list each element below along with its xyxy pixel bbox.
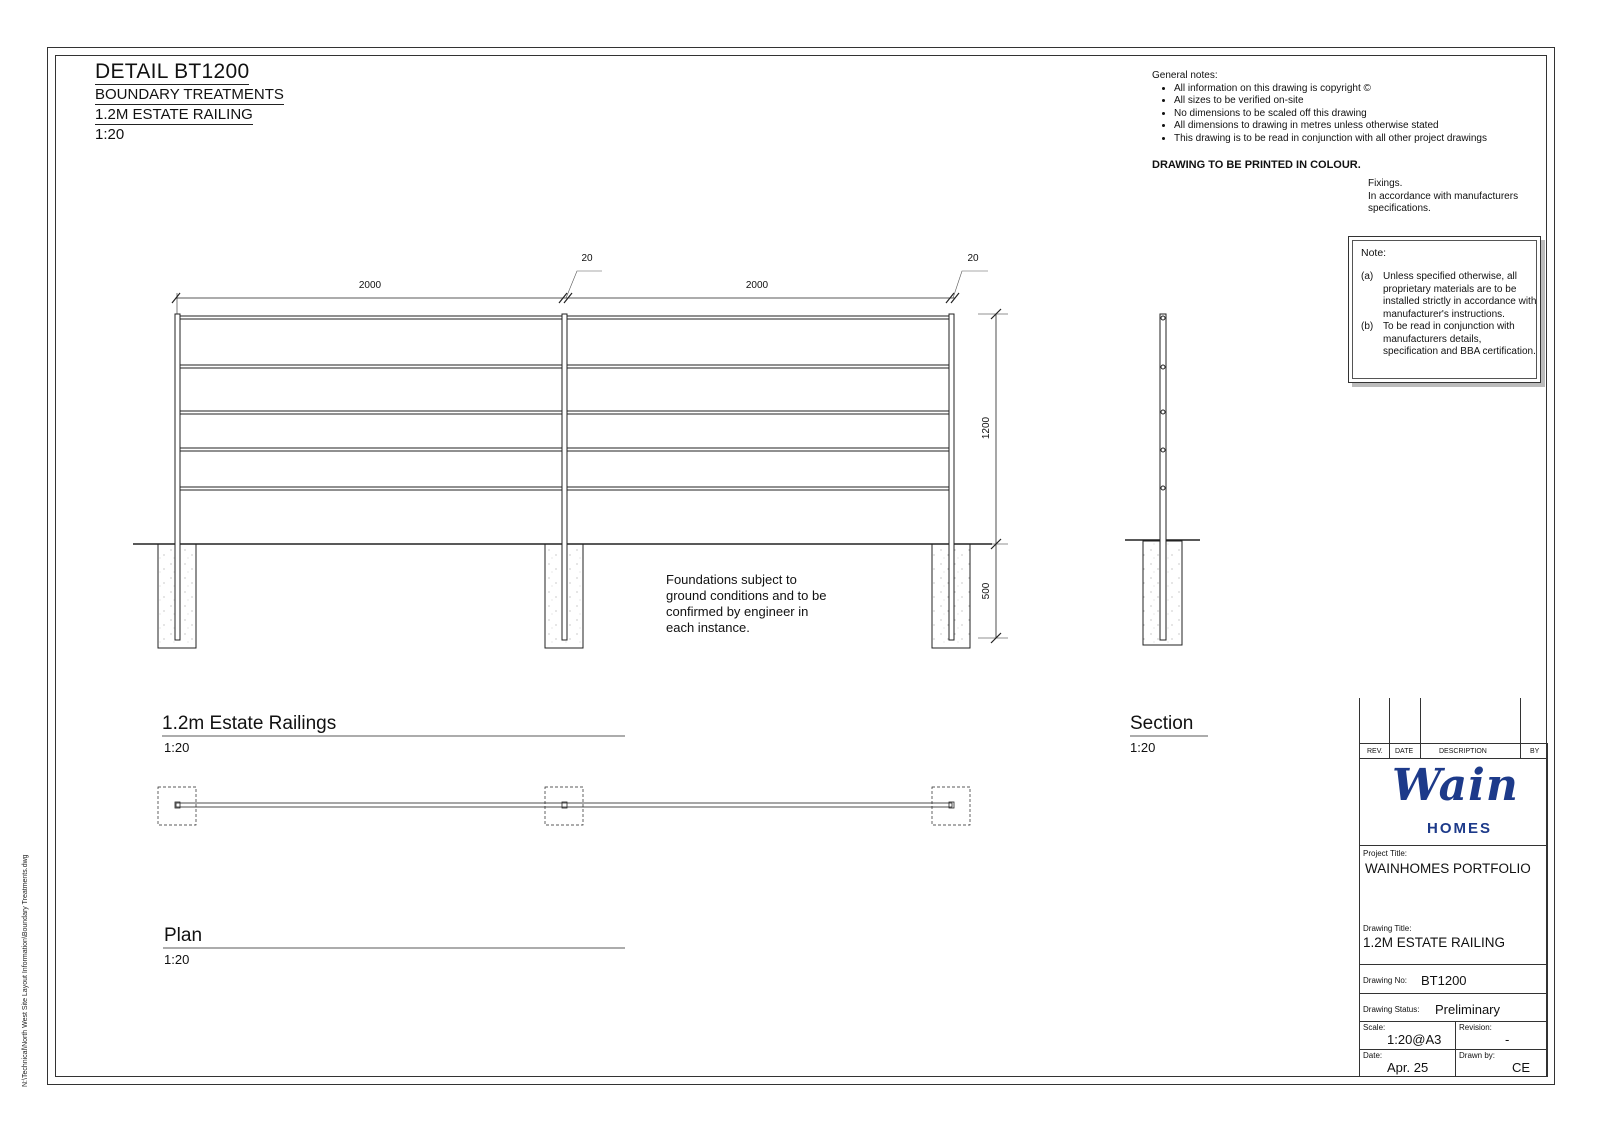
general-note-item: • This drawing is to be read in conjunction with all other project drawings	[1174, 133, 1552, 146]
tb-rev-col	[1420, 698, 1421, 758]
tb-row-line	[1359, 1021, 1548, 1022]
dimension-foundation-depth: 500	[981, 582, 992, 600]
rail-bar	[567, 487, 949, 490]
fixings-heading: Fixings.	[1368, 178, 1403, 189]
tb-row-line	[1359, 845, 1548, 846]
foundation-note: Foundations subject to ground conditions and to be confirmed by engineer in each instance.	[666, 572, 827, 635]
tb-revision-label: Revision:	[1459, 1023, 1492, 1032]
tb-row-line	[1359, 993, 1548, 994]
detail-subtitle-item: 1.2M ESTATE RAILING	[95, 106, 253, 123]
rail-bar	[180, 316, 562, 319]
tb-project-title: WAINHOMES PORTFOLIO	[1365, 861, 1531, 876]
tb-drawing-title-label: Drawing Title:	[1363, 924, 1412, 933]
tb-drawing-status: Preliminary	[1435, 1002, 1501, 1017]
dimension-post-1: 20	[581, 253, 593, 264]
note-box-title: Note:	[1361, 247, 1387, 259]
section-view-title: Section	[1130, 713, 1194, 734]
plan-foundation-outline	[158, 787, 196, 825]
section-post	[1160, 314, 1166, 640]
general-notes-heading: General notes:	[1152, 70, 1218, 81]
tb-rev-col	[1520, 698, 1521, 758]
general-note-item: • No dimensions to be scaled off this drawing	[1174, 108, 1552, 121]
dimension-post-2: 20	[967, 253, 979, 264]
tb-revision: -	[1505, 1032, 1510, 1047]
section-view-scale: 1:20	[1130, 740, 1156, 755]
tb-row-line	[1359, 1049, 1548, 1050]
rail-bar	[567, 411, 949, 414]
rail-bar	[180, 487, 562, 490]
elevation-view-title: 1.2m Estate Railings	[162, 713, 337, 734]
railing-post	[949, 314, 954, 640]
wain-logo-wordmark: Wain	[1392, 760, 1519, 811]
title-block	[1359, 698, 1548, 1077]
detail-subtitle-category: BOUNDARY TREATMENTS	[95, 86, 284, 103]
tb-drawing-no-label: Drawing No:	[1363, 976, 1408, 985]
plan-foundation-outline	[545, 787, 583, 825]
rail-bar	[180, 448, 562, 451]
dimension-span-2: 2000	[745, 280, 769, 291]
detail-scale: 1:20	[95, 126, 125, 143]
tb-drawn-by-label: Drawn by:	[1459, 1051, 1496, 1060]
note-item-text: Unless specified otherwise, all proprietary materials are to be installed strictly in accordance with manufacturer's instructions.	[1383, 271, 1537, 320]
plan-foundation-outline	[932, 787, 970, 825]
general-note-item: • All dimensions to drawing in metres unless otherwise stated	[1174, 120, 1552, 133]
tb-drawing-title: 1.2M ESTATE RAILING	[1363, 935, 1506, 950]
tb-border-right	[1547, 743, 1548, 1077]
rail-bar	[567, 316, 949, 319]
tb-scale-label: Scale:	[1363, 1023, 1386, 1032]
tb-date-header: DATE	[1395, 748, 1414, 755]
tb-date-label: Date:	[1363, 1051, 1383, 1060]
rail-bar	[567, 448, 949, 451]
tb-date: Apr. 25	[1387, 1060, 1429, 1075]
rail-bar	[180, 411, 562, 414]
rail-bar	[180, 365, 562, 368]
tb-rev-col	[1389, 698, 1390, 758]
note-item-label: (a)	[1361, 271, 1374, 282]
fixings-text: In accordance with manufacturers specifications.	[1368, 190, 1519, 214]
file-path-label: N:\Technical\North West Site Layout Information\Boundary Treatments.dwg	[22, 854, 29, 1087]
tb-project-title-label: Project Title:	[1363, 849, 1408, 858]
general-note-item: • All information on this drawing is copyright ©	[1174, 83, 1552, 96]
elevation-view-scale: 1:20	[164, 740, 190, 755]
rail-bar	[567, 365, 949, 368]
general-note-item: • All sizes to be verified on-site	[1174, 95, 1552, 108]
tb-drawn-by: CE	[1512, 1060, 1531, 1075]
plan-view-scale: 1:20	[164, 952, 190, 967]
plan-view-title: Plan	[164, 925, 203, 946]
tb-row-line	[1359, 758, 1548, 759]
tb-description-header: DESCRIPTION	[1439, 748, 1487, 755]
tb-by-header: BY	[1530, 748, 1540, 755]
tb-row-line	[1359, 964, 1548, 965]
wain-logo-homes: HOMES	[1427, 820, 1493, 837]
tb-scale: 1:20@A3	[1387, 1032, 1442, 1047]
tb-drawing-no: BT1200	[1421, 973, 1467, 988]
note-item-text: To be read in conjunction with manufacturers details, specification and BBA certification.	[1383, 321, 1536, 357]
dimension-height: 1200	[981, 416, 992, 440]
railing-post	[562, 314, 567, 640]
tb-drawing-status-label: Drawing Status:	[1363, 1005, 1420, 1014]
note-item-label: (b)	[1361, 321, 1374, 332]
dimension-span-1: 2000	[358, 280, 382, 291]
railing-post	[175, 314, 180, 640]
tb-rev-header: REV.	[1367, 748, 1383, 755]
plan-rail	[176, 803, 952, 807]
print-colour-note: DRAWING TO BE PRINTED IN COLOUR.	[1152, 159, 1361, 171]
tb-row-line	[1359, 743, 1548, 744]
detail-title: DETAIL BT1200	[95, 60, 250, 83]
